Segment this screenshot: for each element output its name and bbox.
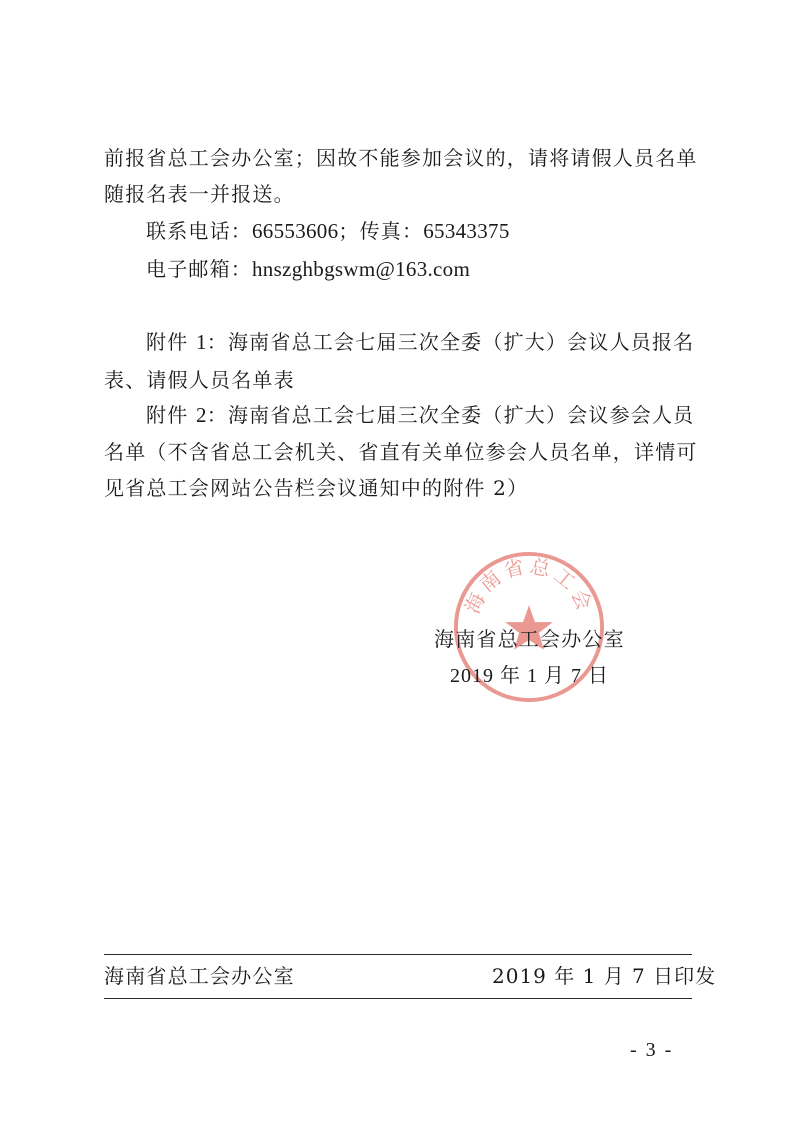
email-label: 电子邮箱： — [146, 257, 252, 281]
paragraph-1-line-2: 随报名表一并报送。 — [104, 182, 295, 206]
attachment-1-line-2: 表、请假人员名单表 — [104, 368, 295, 392]
attachment-2-title: ：海南省总工会七届三次全委（扩大）会议参会人员 — [206, 403, 695, 427]
attachment-2-prefix: 附件 — [146, 403, 196, 427]
attachment-2-line-2: 名单（不含省总工会机关、省直有关单位参会人员名单，详情可 — [104, 440, 698, 464]
attachment-1-line-1 — [146, 328, 694, 356]
footer-top-rule — [104, 954, 692, 955]
signature-date: 2019 年 1 月 7 日 — [450, 665, 609, 687]
footer-bottom-rule — [104, 998, 692, 999]
page-number: - 3 - — [630, 1039, 674, 1061]
contact-line — [146, 217, 510, 245]
signature-organization: 海南省总工会办公室 — [434, 627, 625, 651]
seal-text: 海南省总工会 — [460, 554, 598, 617]
attachment-1-title: ：海南省总工会七届三次全委（扩大）会议人员报名 — [206, 330, 695, 354]
fax-number: 65343375 — [423, 219, 510, 243]
paragraph-1-line-1: 前报省总工会办公室；因故不能参加会议的，请将请假人员名单 — [104, 146, 698, 170]
attachment-1-number: 1 — [195, 330, 207, 354]
footer-issue-date: 2019 年 1 月 7 日印发 — [492, 964, 717, 988]
email-line — [146, 255, 470, 283]
phone-number: 66553606 — [252, 219, 339, 243]
email-address: hnszghbgswm@163.com — [252, 257, 471, 281]
footer-issuer: 海南省总工会办公室 — [104, 964, 295, 988]
phone-label: 联系电话： — [146, 219, 252, 243]
attachment-2-line-1 — [146, 401, 694, 429]
attachment-1-prefix: 附件 — [146, 330, 196, 354]
attachment-2-line-3: 见省总工会网站公告栏会议通知中的附件 2） — [104, 476, 529, 500]
attachment-2-number: 2 — [195, 403, 207, 427]
fax-label: ；传真： — [338, 219, 424, 243]
